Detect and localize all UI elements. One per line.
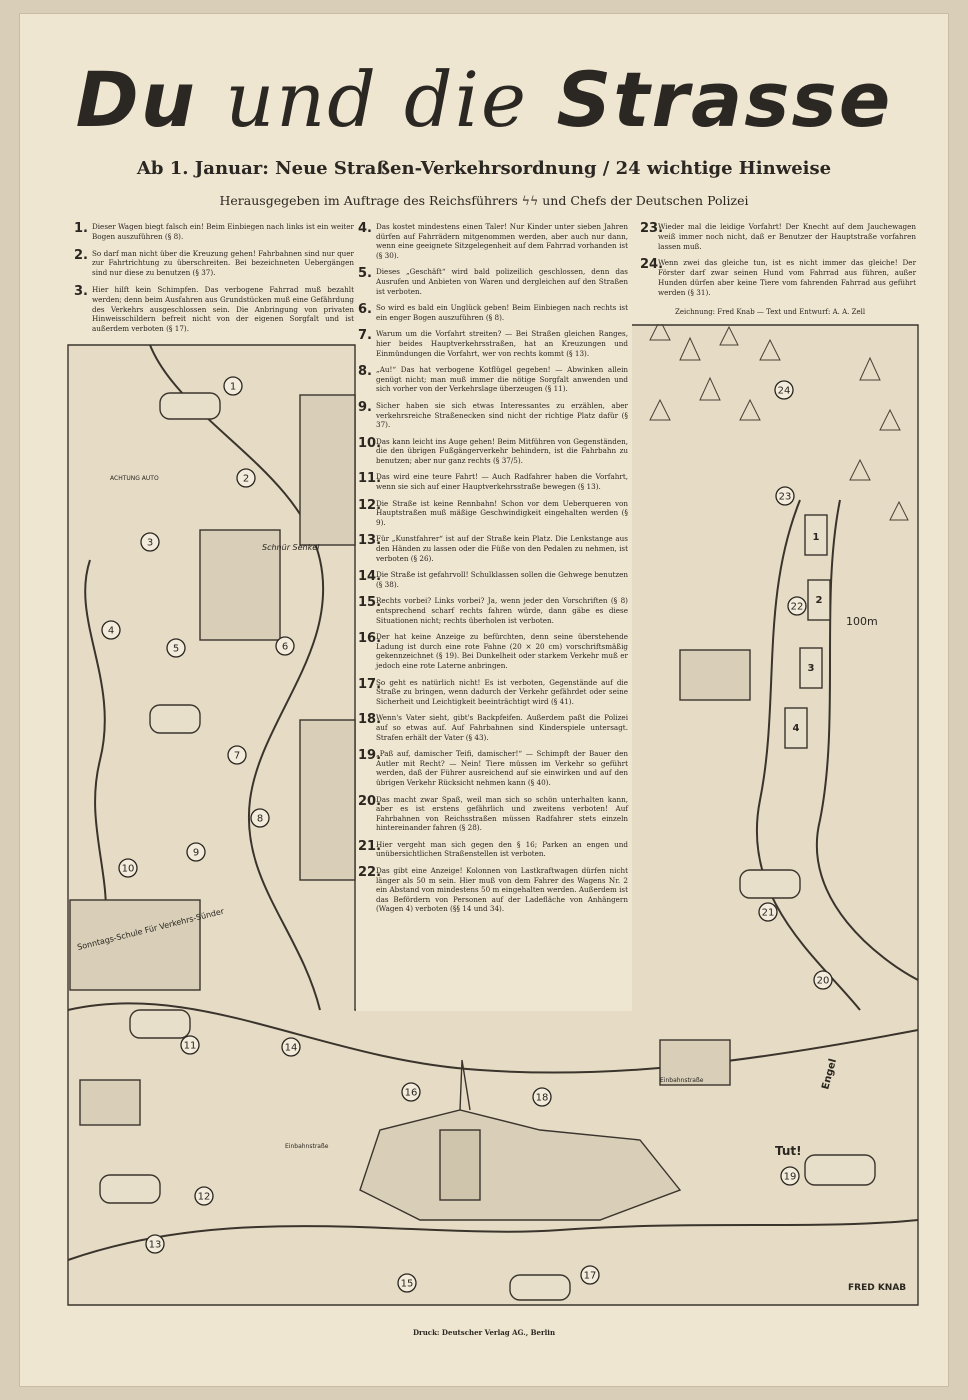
title-du: Du <box>75 55 197 144</box>
svg-text:2: 2 <box>242 473 250 485</box>
hint-text: Das macht zwar Spaß, weil man sich so schön unterhalten kann, aber es ist erstens gefährlich und zweitens verboten! Auf Fahrbahnen von Reichsstraßen müssen Radfahrer stets einzeln hintereinander fahren (§ 28). <box>376 794 628 833</box>
hint-item <box>358 713 628 742</box>
truck-number: 2 <box>815 595 823 606</box>
hint-text: Für „Kunstfahrer“ ist auf der Straße kein Platz. Die Lenkstange aus den Händen zu lassen oder die Füße von den Pedalen zu nehmen, ist verboten (§ 26). <box>376 534 628 563</box>
subtitle: Ab 1. Januar: Neue Straßen-Verkehrsordnung / 24 wichtige Hinweise <box>136 158 832 179</box>
issuer-line: Herausgegeben im Auftrage des Reichsführers ϟϟ und Chefs der Deutschen Polizei <box>219 193 749 208</box>
hint-item <box>640 258 916 297</box>
hint-text: „Paß auf, damischer Teifi, damischer!“ — Schimpft der Bauer den Autler mit Recht? — Nein! Tiere müssen im Verkehr so geführt werden, daß der Führer ausreichend auf sie einwirken und auf den übrigen Verkehr Rücksicht nehmen kann (§ 40). <box>376 749 628 787</box>
hint-text: Hier vergeht man sich gegen den § 16; Parken an engen und unübersichtlichen Straßenstellen ist verboten. <box>376 839 628 859</box>
hint-item <box>358 267 628 296</box>
sign-engel: Engel <box>820 1057 840 1091</box>
title-strasse: Strasse <box>556 55 893 144</box>
svg-text:24: 24 <box>777 385 791 397</box>
svg-text:15: 15 <box>400 1278 414 1290</box>
hint-item <box>358 437 628 466</box>
hint-item <box>358 678 628 707</box>
svg-text:10: 10 <box>121 863 135 875</box>
hint-number: 12. <box>358 497 382 513</box>
hint-number: 24. <box>640 257 664 273</box>
hint-item <box>358 329 628 358</box>
svg-text:19: 19 <box>783 1171 797 1183</box>
hint-item <box>358 303 628 322</box>
hint-item <box>358 840 628 859</box>
hint-text: Wenn zwei das gleiche tun, ist es nicht immer das gleiche! Der Förster darf zwar seinen Hund vom Fahrrad aus führen, außer Hunden dürfen aber keine Tiere vom fahrenden Fahrrad aus geführt werden (§ 31). <box>658 258 916 297</box>
hint-item <box>74 249 354 278</box>
hint-number: 14. <box>358 569 382 585</box>
hint-number: 5. <box>358 266 372 282</box>
svg-text:14: 14 <box>284 1042 298 1054</box>
hint-text: So geht es natürlich nicht! Es ist verboten, Gegenstände auf die Straße zu bringen, wenn dadurch der Verkehr gefährdet oder seine Sicherheit und Leichtigkeit beeinträchtigt wird (§ 41). <box>376 677 628 706</box>
hint-text: Das kostet mindestens einen Taler! Nur Kinder unter sieben Jahren dürfen auf Fahrrädern mitgenommen werden, aber auch nur dann, wenn eine geeignete Sitzgelegenheit auf dem Fahrrad vorhanden ist (§ 30). <box>376 222 628 260</box>
svg-text:7: 7 <box>233 750 241 762</box>
hint-item <box>358 866 628 914</box>
hint-item <box>358 472 628 491</box>
hint-text: Die Straße ist keine Rennbahn! Schon vor dem Ueberqueren von Hauptstraßen muß mäßige Geschwindigkeit eingehalten werden (§ 9). <box>376 498 628 527</box>
hint-item <box>358 570 628 589</box>
hint-item <box>358 795 628 833</box>
hint-number: 21. <box>358 838 382 854</box>
printer-line: Druck: Deutscher Verlag AG., Berlin <box>412 1328 556 1337</box>
hint-number: 4. <box>358 221 372 236</box>
hint-number: 11. <box>358 471 382 487</box>
svg-text:20: 20 <box>816 975 830 987</box>
hint-item <box>358 632 628 670</box>
hint-number: 2. <box>74 247 88 263</box>
svg-text:9: 9 <box>192 847 200 859</box>
hint-number: 23. <box>640 221 664 236</box>
hint-number: 8. <box>358 364 372 380</box>
hint-text: So darf man nicht über die Kreuzung gehen! Fahrbahnen sind nur quer zur Fahrtrichtung zu überschreiten. Bei bezeichneten Uebergängen sind nur diese zu benutzen (§ 37). <box>92 248 354 278</box>
hint-item <box>358 401 628 430</box>
hint-item <box>640 222 916 251</box>
truck-number: 3 <box>807 663 815 674</box>
hint-number: 22. <box>358 865 382 881</box>
artist-signature: FRED KNAB <box>848 1283 907 1293</box>
hint-item <box>358 749 628 787</box>
hint-number: 17. <box>358 676 382 692</box>
hint-text: Dieses „Geschäft“ wird bald polizeilich geschlossen, denn das Ausrufen und Anbieten von Waren und dergleichen auf den Straßen ist verboten. <box>376 267 628 296</box>
svg-text:12: 12 <box>197 1191 211 1203</box>
hint-text: Dieser Wagen biegt falsch ein! Beim Einbiegen nach links ist ein weiter Bogen auszuführen (§ 8). <box>92 222 354 241</box>
svg-text:16: 16 <box>404 1087 418 1099</box>
hint-text: Das wird eine teure Fahrt! — Auch Radfahrer haben die Vorfahrt, wenn sie sich auf einer Hauptverkehrsstraße bewegen (§ 13). <box>376 472 628 492</box>
svg-text:1: 1 <box>229 381 237 393</box>
svg-text:21: 21 <box>761 907 775 919</box>
hint-text: Rechts vorbei? Links vorbei? Ja, wenn jeder den Vorschriften (§ 8) entsprechend scharf rechts fahren würde, dann gäbe es diese Situationen nicht; rechts überholen ist verboten. <box>376 596 628 625</box>
hints-column-1 <box>74 222 354 341</box>
hint-number: 6. <box>358 302 372 318</box>
distance-label-100m: 100m <box>846 615 878 628</box>
svg-text:3: 3 <box>146 537 154 549</box>
svg-text:5: 5 <box>172 643 180 655</box>
sign-einbahnstrasse-road: Einbahnstraße <box>660 1077 704 1084</box>
svg-text:17: 17 <box>583 1270 597 1282</box>
hint-text: Das gibt eine Anzeige! Kolonnen von Lastkraftwagen dürfen nicht länger als 50 m sein. Hier muß von dem Fahrer des Wagens Nr. 2 ein Abstand von mindestens 50 m eingehalten werden. Außerdem ist das Befördern von Personen auf der Ladefläche von Anhängern (Wagen 4) verboten (§§ 14 und 34). <box>376 866 628 914</box>
hint-number: 10. <box>358 435 382 451</box>
hint-item <box>358 222 628 260</box>
hint-text: Hier hilft kein Schimpfen. Das verbogene Fahrrad muß bezahlt werden; denn beim Ausfahren aus Grundstücken muß eine Gefährdung des Verkehrs ausgeschlossen sein. Die Anbringung von privaten Hinweisschildern befreit nicht von der eigenen Sorgfalt und ist außerdem verboten (§ 17). <box>92 284 354 334</box>
truck-number: 4 <box>792 723 800 734</box>
hint-text: Der hat keine Anzeige zu befürchten, denn seine überstehende Ladung ist durch eine rote Fahne (20 × 20 cm) vorschriftsmäßig gekennzeichnet (§ 19). Bei Dunkelheit oder starkem Verkehr muß er jedoch eine rote Laterne anbringen. <box>376 632 628 670</box>
hint-item <box>358 365 628 394</box>
credit-line: Zeichnung: Fred Knab — Text und Entwurf: A. A. Zell <box>675 308 866 316</box>
hint-item <box>358 534 628 563</box>
hint-item <box>74 222 354 242</box>
hint-number: 9. <box>358 399 372 415</box>
hint-text: Wieder mal die leidige Vorfahrt! Der Knecht auf dem Jauchewagen weiß immer noch nicht, daß er Benutzer der Hauptstraße vorfahren lassen muß. <box>658 222 916 251</box>
sign-schnuersenkel: Schnür Senkel <box>262 543 320 552</box>
svg-text:18: 18 <box>535 1092 549 1104</box>
hint-number: 1. <box>74 221 88 236</box>
hint-text: Warum um die Vorfahrt streiten? — Bei Straßen gleichen Ranges, hier beides Hauptverkehrsstraßen, hat an Kreuzungen und Einmündungen die Vorfahrt, wer von rechts kommt (§ 13). <box>376 329 628 358</box>
hint-item <box>74 285 354 334</box>
hints-column-2 <box>358 222 628 921</box>
svg-text:22: 22 <box>790 601 804 613</box>
hint-text: Das kann leicht ins Auge gehen! Beim Mitführen von Gegenständen, die den übrigen Fußgängerverkehr behindern, ist die Fahrbahn zu benutzen; aber nur ganz rechts (§ 37/5). <box>376 436 628 465</box>
hint-number: 3. <box>74 283 88 299</box>
hint-number: 13. <box>358 533 382 549</box>
title-und-die: und die <box>225 55 528 144</box>
hint-text: Sicher haben sie sich etwas Interessantes zu erzählen, aber verkehrsreiche Straßenecken sind nicht der richtige Platz dafür (§ 37). <box>376 400 628 430</box>
hint-number: 7. <box>358 328 372 344</box>
svg-text:8: 8 <box>256 813 264 825</box>
svg-text:6: 6 <box>281 641 289 653</box>
hint-number: 20. <box>358 793 382 809</box>
truck-number: 1 <box>812 532 820 543</box>
sign-achtung-auto: ACHTUNG AUTO <box>110 475 159 482</box>
car-horn-tut: Tut! <box>775 1144 802 1158</box>
svg-text:4: 4 <box>107 625 115 637</box>
hint-item <box>358 499 628 528</box>
hint-number: 18. <box>358 712 382 728</box>
svg-text:11: 11 <box>183 1040 197 1052</box>
sign-sunday-school: Sonntags-Schule Für Verkehrs-Sünder <box>76 906 225 952</box>
svg-text:23: 23 <box>778 491 792 503</box>
hint-number: 16. <box>358 631 382 647</box>
hint-number: 15. <box>358 595 382 611</box>
hint-number: 19. <box>358 748 382 764</box>
hints-column-3 <box>640 222 916 305</box>
sign-einbahnstrasse-town: Einbahnstraße <box>285 1143 329 1150</box>
hint-item <box>358 596 628 625</box>
hint-text: „Au!“ Das hat verbogene Kotflügel gegeben! — Abwinken allein genügt nicht; man muß immer die nötige Sorgfalt anwenden und sich vorher von der Verkehrslage überzeugen (§ 11). <box>376 365 628 394</box>
hint-text: So wird es bald ein Unglück geben! Beim Einbiegen nach rechts ist ein enger Bogen auszuführen (§ 8). <box>376 303 628 322</box>
hint-text: Wenn's Vater sieht, gibt's Backpfeifen. Außerdem paßt die Polizei auf so etwas auf. Auf Fahrbahnen sind Kinderspiele untersagt. Strafen erhält der Vater (§ 43). <box>376 713 628 742</box>
svg-text:13: 13 <box>148 1239 162 1251</box>
hint-text: Die Straße ist gefahrvoll! Schulklassen sollen die Gehwege benutzen (§ 38). <box>376 570 628 589</box>
